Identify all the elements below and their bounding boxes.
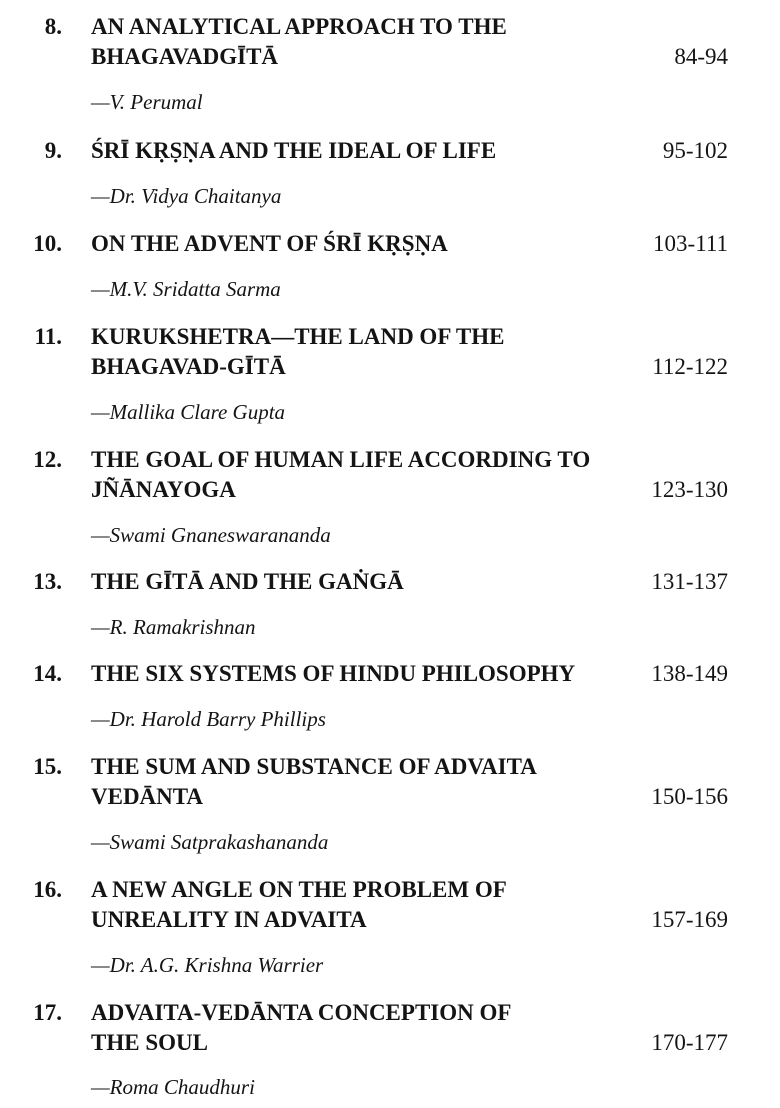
entry-pages: 123-130: [651, 477, 728, 502]
entry-title: [91, 659, 636, 689]
entry-author: —Dr. Harold Barry Phillips: [91, 707, 326, 731]
entry-pages: 103-111: [653, 231, 728, 256]
entry-number: 17.: [33, 1000, 62, 1025]
entry-title: [91, 229, 636, 259]
entry-pages: 138-149: [651, 661, 728, 686]
entry-pages: 95-102: [662, 138, 728, 163]
entry-title-line: VEDĀNTA: [91, 784, 204, 809]
entry-title: [91, 752, 636, 812]
entry-title: [91, 322, 636, 382]
entry-title: [91, 12, 636, 72]
entry-number: 12.: [33, 447, 62, 472]
entry-author: —Dr. Vidya Chaitanya: [91, 184, 282, 208]
entry-title: [91, 136, 636, 166]
entry-title-line: ŚRĪ KṚṢṆA AND THE IDEAL OF LIFE: [91, 138, 497, 163]
entry-number: 15.: [33, 754, 62, 779]
entry-pages: 112-122: [652, 354, 728, 379]
entry-number: 14.: [33, 661, 62, 686]
entry-title-line: THE GOAL OF HUMAN LIFE ACCORDING TO: [91, 447, 591, 472]
entry-number: 11.: [34, 324, 62, 349]
entry-author: —M.V. Sridatta Sarma: [91, 277, 281, 301]
entry-pages: 150-156: [651, 784, 728, 809]
entry-title-line: BHAGAVADGĪTĀ: [91, 44, 279, 69]
entry-number: 8.: [44, 14, 62, 39]
entry-title-line: UNREALITY IN ADVAITA: [91, 907, 367, 932]
entry-title-line: AN ANALYTICAL APPROACH TO THE: [91, 14, 507, 39]
entry-pages: 170-177: [651, 1030, 728, 1055]
entry-title-line: ADVAITA-VEDĀNTA CONCEPTION OF: [91, 1000, 512, 1025]
entry-number: 10.: [33, 231, 62, 256]
entry-author: —R. Ramakrishnan: [91, 615, 256, 639]
entry-author: —Swami Gnaneswarananda: [91, 523, 331, 547]
entry-title: [91, 567, 636, 597]
entry-author: —V. Perumal: [91, 90, 203, 114]
entry-author: —Swami Satprakashananda: [91, 830, 329, 854]
entry-title: [91, 998, 636, 1058]
entry-title: [91, 445, 636, 505]
entry-title-line: ON THE ADVENT OF ŚRĪ KṚṢṆA: [91, 231, 448, 256]
entry-number: 16.: [33, 877, 62, 902]
entry-number: 9.: [44, 138, 62, 163]
entry-author: —Roma Chaudhuri: [91, 1075, 255, 1099]
entry-title-line: THE SIX SYSTEMS OF HINDU PHILOSOPHY: [91, 661, 576, 686]
entry-number: 13.: [33, 569, 62, 594]
entry-pages: 157-169: [651, 907, 728, 932]
entry-pages: 131-137: [651, 569, 728, 594]
entry-title-line: THE SUM AND SUBSTANCE OF ADVAITA: [91, 754, 537, 779]
entry-author: —Mallika Clare Gupta: [91, 400, 286, 424]
entry-title: [91, 875, 636, 935]
entry-title-line: KURUKSHETRA—THE LAND OF THE: [91, 324, 505, 349]
entry-title-line: BHAGAVAD-GĪTĀ: [91, 354, 286, 379]
entry-title-line: A NEW ANGLE ON THE PROBLEM OF: [91, 877, 507, 902]
entry-title-line: THE GĪTĀ AND THE GAṄGĀ: [91, 569, 404, 594]
entry-pages: 84-94: [674, 44, 728, 69]
entry-author: —Dr. A.G. Krishna Warrier: [91, 953, 324, 977]
entry-title-line: THE SOUL: [91, 1030, 208, 1055]
entry-title-line: JÑĀNAYOGA: [91, 477, 236, 502]
